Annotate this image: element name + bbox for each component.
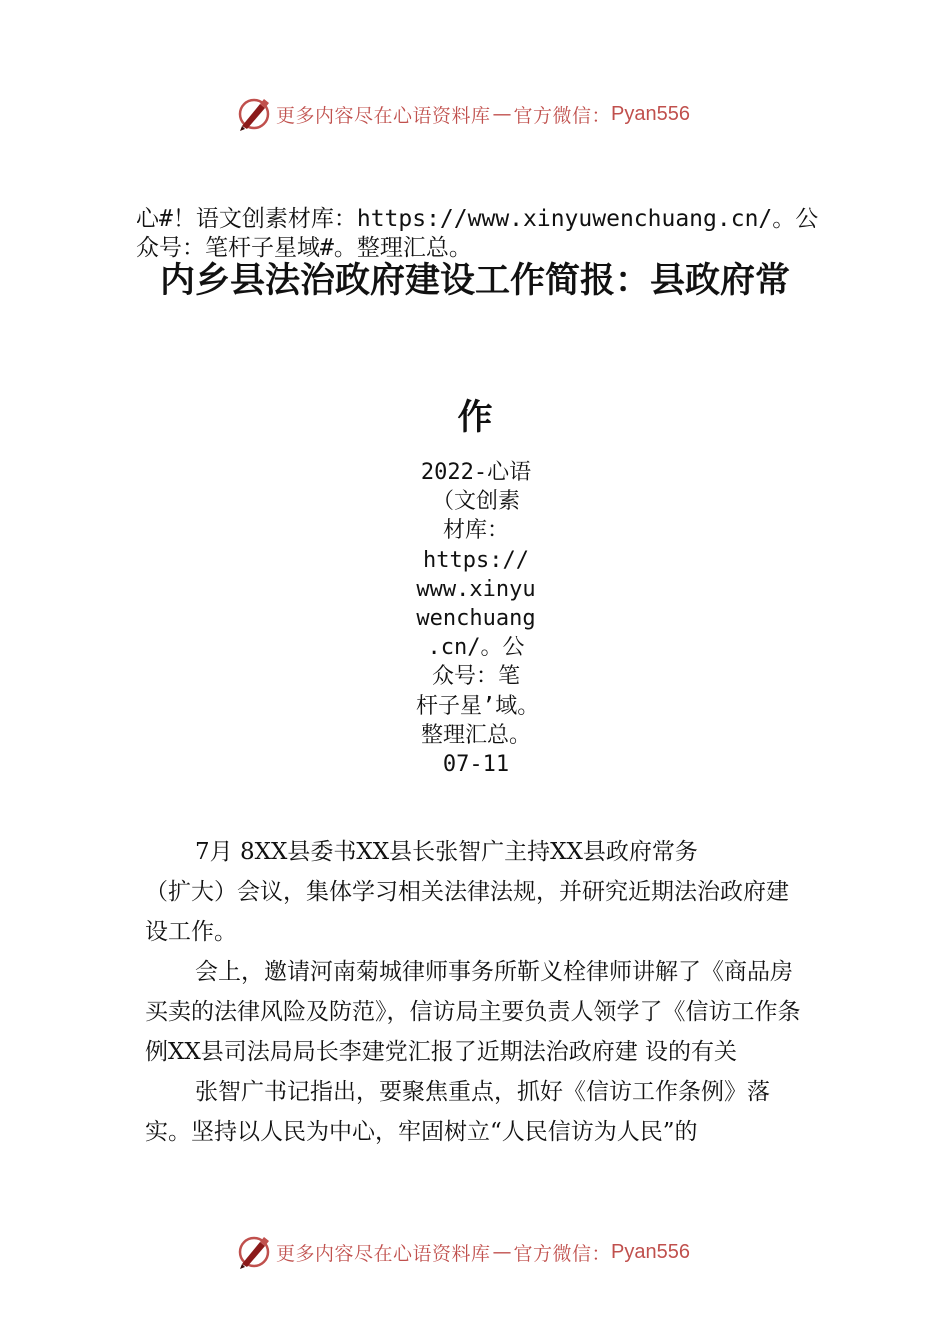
banner-text: 更多内容尽在心语资料库 [276,104,491,127]
footer-banner [236,1232,736,1272]
page-title: 内乡县法治政府建设工作简报：县政府常 [159,260,790,301]
pen-logo-icon [236,1234,272,1270]
header-banner [236,94,736,134]
banner-separator: — [492,103,512,125]
body-text [145,832,810,1152]
pen-logo-icon [236,96,272,132]
meta-line: 杆子星’域。 [416,693,540,719]
paragraph: 张智广书记指出，要聚焦重点，抓好《信访工作条例》落实。坚持以人民为中心，牢固树立“人民信访为人民”的 [145,1079,770,1145]
meta-line: 07-11 [442,752,510,778]
page-title-continued: 作 [457,397,493,438]
meta-column [416,458,540,779]
banner-text: 更多内容尽在心语资料库 [276,1242,491,1265]
meta-line: （文创素 [431,489,520,515]
paragraph: （扩大）会议，集体学习相关法律法规，并研究近期法治政府建设工作。 [145,879,789,945]
paragraph: 7月 8XX县委书XX县长张智广主持XX县政府常务 [195,839,698,865]
meta-line: wenchuang [416,606,536,632]
meta-line: 材库： [442,518,509,544]
meta-line: .cn/。公 [427,635,525,661]
paragraph: 会上，邀请河南菊城律师事务所靳义栓律师讲解了《商品房买卖的法律风险及防范》，信访局主要负责人领学了《信访工作条例XX县司法局局长李建党汇报了近期法治政府建 设的有关 [145,959,801,1065]
source-line: 心#！语文创素材库：https://www.xinyuwenchuang.cn/。公众号：笔杆子星域#。整理汇总。 [136,206,819,261]
banner-wechat-label: 官方微信： [513,104,612,127]
banner-wechat-id: Pyan556 [611,102,690,125]
banner-separator: — [492,1241,512,1263]
meta-line: https:// [423,547,529,573]
banner-wechat-label: 官方微信： [513,1242,612,1265]
banner-wechat-id: Pyan556 [611,1240,690,1263]
meta-line: 众号：笔 [431,664,520,690]
meta-line: 2022-心语 [420,460,532,485]
meta-line: www.xinyu [416,576,536,602]
meta-line: 整理汇总。 [420,722,531,748]
